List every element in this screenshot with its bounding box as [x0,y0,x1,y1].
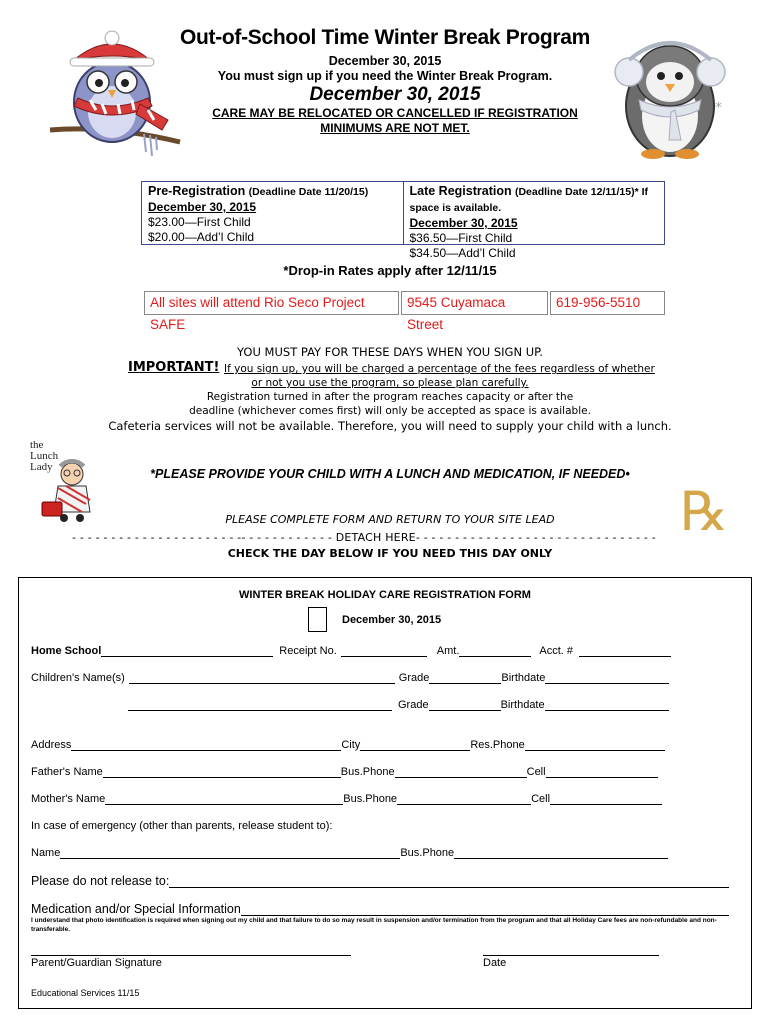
return-instructions: PLEASE COMPLETE FORM AND RETURN TO YOUR SITE LEAD [225,513,555,526]
important-text-line2: or not you use the program, so please plan carefully. [251,377,529,389]
father-cell-field[interactable] [546,766,658,778]
cafeteria-notice: Cafeteria services will not be available. Therefore, you will need to supply your child with a lunch. [108,419,672,433]
city-field[interactable] [360,739,470,751]
emergency-label: In case of emergency (other than parents, release student to): [31,820,333,832]
mother-cell-field[interactable] [550,793,662,805]
signature-label: Parent/Guardian Signature [31,957,162,969]
father-row [31,764,658,778]
site-name-box: All sites will attend Rio Seco Project SAFE [144,291,399,315]
detach-line: - - - - - - - - - - - - - - - - - - - - - -- - - - - - - - - - - - DETACH HERE- - - - - - - - - - - - - - - - - - - - - - - - - - - - - - - [72,531,656,544]
emergency-name-label: Name [31,847,61,859]
drop-in-rates-note: *Drop-in Rates apply after 12/11/15 [283,263,497,278]
check-day-instruction: CHECK THE DAY BELOW IF YOU NEED THIS DAY ONLY [227,547,553,560]
grade-label-2: Grade [398,699,429,711]
pre-registration-date: December 30, 2015 [148,200,257,214]
do-not-release-label: Please do not release to: [31,874,170,888]
birthdate-label-2: Birthdate [500,699,545,711]
form-title: WINTER BREAK HOLIDAY CARE REGISTRATION FORM [239,589,531,601]
childrens-name-field-1[interactable] [129,672,395,684]
mothers-name-label: Mother's Name [31,793,106,805]
receipt-label: Receipt No. [279,645,337,657]
pre-registration-deadline: (Deadline Date 11/20/15) [248,186,369,198]
childrens-name-field-2[interactable] [128,699,392,711]
footer-text: Educational Services 11/15 [31,988,140,998]
pre-registration-label: Pre-Registration [148,184,246,198]
late-registration-deadline: (Deadline Date 12/11/15)* If space is available. [409,186,649,214]
medication-row [31,900,729,916]
mother-bus-phone-label: Bus.Phone [343,793,398,805]
childrens-name-row-2 [128,697,669,711]
late-registration-column [403,182,665,260]
grade-field-2[interactable] [429,699,501,711]
birthdate-field-2[interactable] [545,699,669,711]
late-registration-date: December 30, 2015 [409,216,518,230]
svg-text:*: * [715,100,722,116]
liability-fine-print: I understand that photo identification is required when signing out my child and that failure to do so may result in suspension and/or termination from the program and that all Holiday Care fees are non-refundable and non-transferable. [31,917,717,933]
medication-label: Medication and/or Special Information [31,902,241,916]
signature-line[interactable] [31,955,351,956]
emergency-bus-phone-field[interactable] [454,847,668,859]
grade-label: Grade [398,672,430,684]
rx-icon: ℞ [680,480,729,543]
payment-notice: YOU MUST PAY FOR THESE DAYS WHEN YOU SIGN UP. [237,345,543,359]
form-date: December 30, 2015 [342,614,442,626]
father-bus-phone-label: Bus.Phone [340,766,395,778]
emergency-bus-phone-label: Bus.Phone [400,847,455,859]
mothers-name-field[interactable] [105,793,343,805]
childrens-name-row-1 [31,670,669,684]
registration-note-line1: Registration turned in after the program reaches capacity or after the [206,391,574,403]
pre-registration-column [142,182,403,244]
important-label: IMPORTANT! [128,360,220,375]
address-field[interactable] [71,739,341,751]
lunch-lady-clipart [30,440,100,522]
lunch-medication-notice: *PLEASE PROVIDE YOUR CHILD WITH A LUNCH AND MEDICATION, IF NEEDED• [150,467,630,481]
program-date: December 30, 2015 [328,54,442,68]
lunch-lady-logo-text: the Lunch Lady [30,439,59,473]
registration-note-line2: deadline (whichever comes first) will only be accepted as space is available. [189,405,591,417]
late-registration-label: Late Registration [409,184,512,198]
pre-registration-first-child: $23.00—First Child [148,215,251,229]
father-bus-phone-field[interactable] [395,766,527,778]
fathers-name-field[interactable] [103,766,341,778]
big-program-date: December 30, 2015 [309,84,481,105]
late-registration-first-child: $36.50—First Child [409,231,513,245]
mother-bus-phone-field[interactable] [397,793,531,805]
city-label: City [341,739,361,751]
res-phone-label: Res.Phone [470,739,525,751]
late-registration-additional-child: $34.50—Add’l Child [409,246,516,260]
father-cell-label: Cell [526,766,546,778]
do-not-release-field[interactable] [169,876,729,888]
day-checkbox[interactable] [308,607,327,632]
res-phone-field[interactable] [525,739,665,751]
fathers-name-label: Father's Name [31,766,103,778]
do-not-release-row [31,872,729,888]
acct-field[interactable] [579,645,671,657]
date-line[interactable] [483,955,659,956]
amt-label: Amt. [436,645,460,657]
fee-table [141,181,665,260]
address-label: Address [31,739,72,751]
home-school-row [31,643,671,657]
emergency-name-field[interactable] [60,847,400,859]
site-address-box: 9545 Cuyamaca Street [401,291,548,315]
relocation-warning-line1: CARE MAY BE RELOCATED OR CANCELLED IF REGISTRATION [212,106,578,120]
signup-notice: You must sign up if you need the Winter Break Program. [217,69,553,83]
birthdate-label: Birthdate [501,672,546,684]
emergency-row [31,818,332,832]
relocation-warning-line2: MINIMUMS ARE NOT MET. [320,121,470,135]
amt-field[interactable] [459,645,531,657]
home-school-label: Home School [31,645,102,657]
medication-field[interactable] [241,904,729,916]
mother-cell-label: Cell [531,793,551,805]
address-row [31,737,665,751]
pre-registration-additional-child: $20.00—Add’l Child [148,230,255,244]
birthdate-field-1[interactable] [545,672,669,684]
emergency-name-row [31,845,668,859]
mother-row [31,791,662,805]
receipt-field[interactable] [341,645,427,657]
home-school-field[interactable] [101,645,273,657]
grade-field-1[interactable] [429,672,501,684]
acct-label: Acct. # [539,645,574,657]
date-label: Date [483,957,507,969]
important-text-line1: If you sign up, you will be charged a percentage of the fees regardless of whether [224,363,655,375]
childrens-name-label: Children's Name(s) [31,672,125,684]
page-title: Out-of-School Time Winter Break Program [179,26,591,49]
site-phone-box: 619-956-5510 [550,291,665,315]
